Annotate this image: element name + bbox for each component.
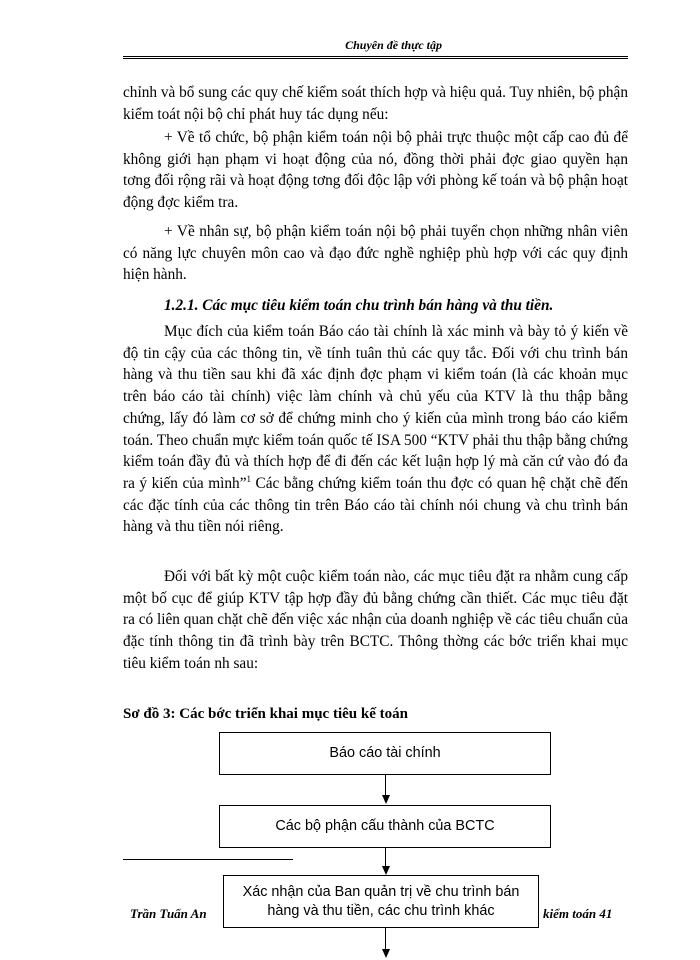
running-header-title: Chuyên đề thực tập (345, 38, 442, 52)
footer-class: kiểm toán 41 (543, 906, 613, 921)
arrow-down-icon (382, 795, 390, 804)
footer-author: Trần Tuấn An (130, 906, 207, 921)
paragraph-2: + Về tổ chức, bộ phận kiểm toán nội bộ phải trực thuộc một cấp cao đủ để không giới hạn phạm vi hoạt động của nó, đồng thời phải đợc giao quyền hạn tơng đối rộng rãi và hoạt động tơng đối độc lập với phòng kế toán và bộ phận hoạt động đợc kiểm tra. (123, 129, 628, 212)
footnote-rule (123, 859, 293, 860)
connector-line-2 (385, 848, 386, 867)
section-heading: 1.2.1. Các mục tiêu kiểm toán chu trình bán hàng và thu tiền. (164, 297, 554, 314)
flow-box-financial-statements: Báo cáo tài chính (219, 732, 551, 775)
paragraph-3: + Về nhân sự, bộ phận kiểm toán nội bộ phải tuyển chọn những nhân viên có năng lực chuyên môn cao và đạo đức nghề nghiệp phù hợp với các quy định hiện hành. (123, 223, 628, 284)
connector-line-1 (385, 775, 386, 796)
paragraph-1: chỉnh và bổ sung các quy chế kiểm soát thích hợp và hiệu quả. Tuy nhiên, bộ phận kiểm toát nội bộ chỉ phát huy tác dụng nếu: (123, 84, 628, 123)
header-rule (123, 56, 628, 59)
flow-box-management-assertions: Xác nhận của Ban quản trị về chu trình bán hàng và thu tiền, các chu trình khác (223, 875, 539, 928)
diagram-title: Sơ đồ 3: Các bớc triển khai mục tiêu kế toán (123, 706, 408, 722)
flow-box-components: Các bộ phận cấu thành của BCTC (219, 805, 551, 848)
paragraph-4 (123, 321, 628, 538)
arrow-down-icon (382, 949, 390, 958)
paragraph-4-end: Các bằng chứng kiểm toán thu đợc có quan hệ chặt chẽ đến các đặc tính của các thông tin trên Báo cáo tài chính nói chung và chu trình bán hàng và thu tiền nói riêng. (123, 474, 628, 536)
arrow-down-icon (382, 866, 390, 875)
paragraph-4-text: Mục đích của kiểm toán Báo cáo tài chính là xác minh và bày tỏ ý kiến về độ tin cậy của các thông tin, về tính tuân thủ các quy tắc. Đối với chu trình bán hàng và thu tiền sau khi đã xác định đợc phạm vi kiểm toán (là các khoản mục trên báo cáo tài chính) việc làm chính và chủ yếu của KTV là thu thập bằng chứng, lấy đó làm cơ sở để chứng minh cho ý kiến của mình trong báo cáo kiểm toán. Theo chuẩn mực kiểm toán quốc tế ISA 500 “KTV phải thu thập bằng chứng kiểm toán đầy đủ và thích hợp để đi đến các kết luận hợp lý mà căn cứ vào đó đa ra ý kiến của mình” (123, 323, 628, 492)
footnote-marker: 1 (246, 473, 251, 484)
paragraph-5: Đối với bất kỳ một cuộc kiểm toán nào, các mục tiêu đặt ra nhằm cung cấp một bố cục để giúp KTV tập hợp đầy đủ bằng chứng cần thiết. Các mục tiêu đặt ra có liên quan chặt chẽ đến việc xác nhận của doanh nghiệp về các tiêu chuẩn của đặc tính thông tin đã trình bày trên BCTC. Thông thờng các bớc triển khai mục tiêu kiểm toán nh sau: (123, 568, 628, 672)
connector-line-3 (385, 928, 386, 950)
